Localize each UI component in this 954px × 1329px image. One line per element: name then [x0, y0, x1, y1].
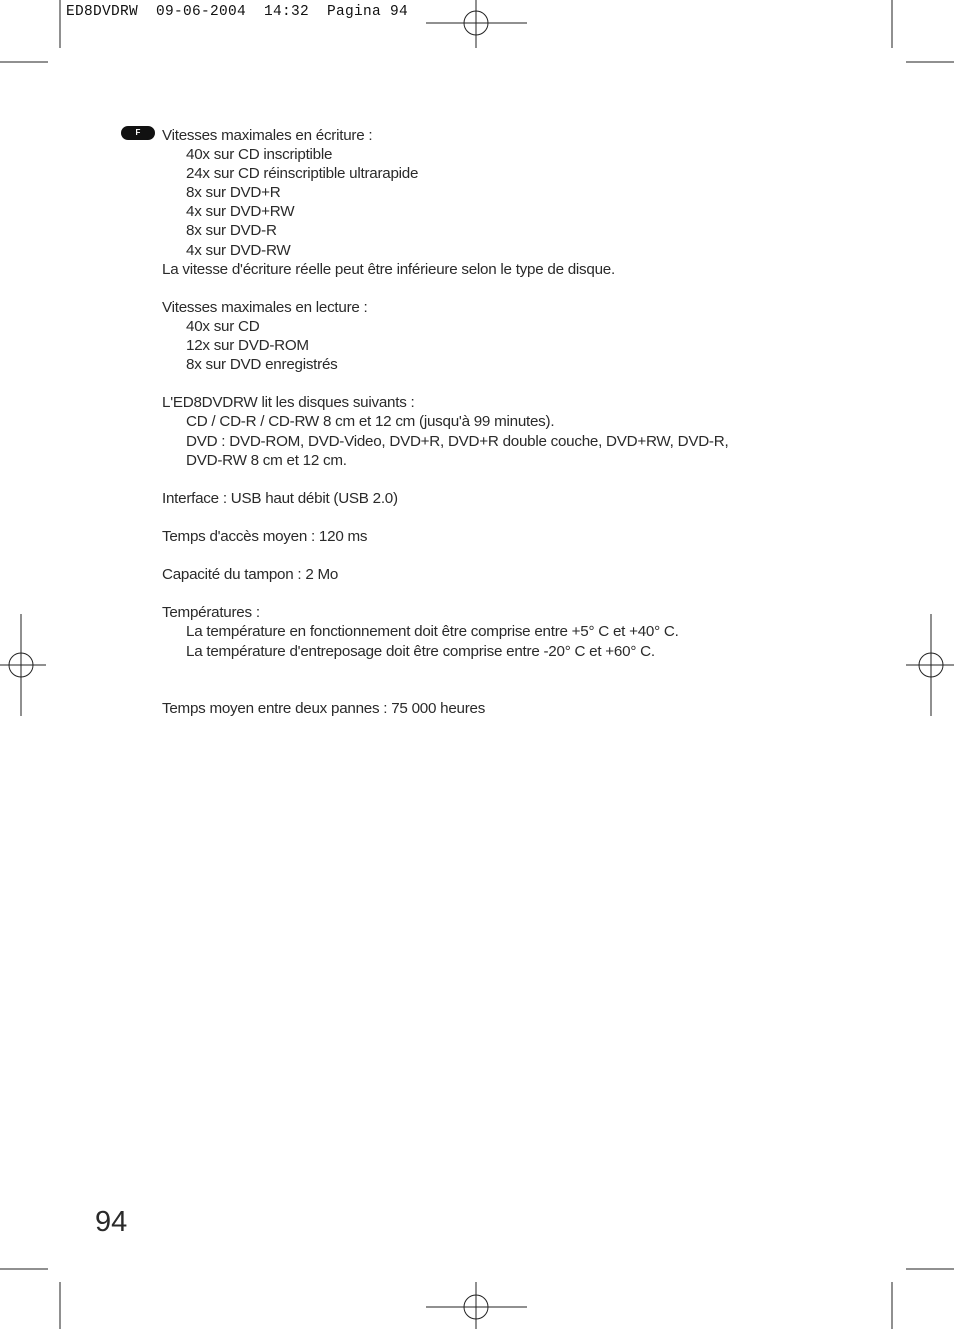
supported-discs-section: [162, 393, 822, 469]
access-time-line: Temps d'accès moyen : 120 ms: [162, 527, 368, 545]
list-item: 40x sur CD inscriptible: [186, 146, 333, 164]
temperatures-section: [162, 603, 822, 660]
write-speed-note: La vitesse d'écriture réelle peut être inférieure selon le type de disque.: [162, 260, 615, 278]
write-speeds-heading: Vitesses maximales en écriture :: [162, 127, 373, 144]
list-item: 24x sur CD réinscriptible ultrarapide: [186, 165, 419, 183]
mtbf-line: Temps moyen entre deux pannes : 75 000 heures: [162, 699, 486, 717]
list-item: 4x sur DVD-RW: [186, 241, 291, 259]
list-item: 40x sur CD: [186, 317, 260, 335]
print-slug-line: ED8DVDRW 09-06-2004 14:32 Pagina 94: [66, 4, 409, 20]
list-item: La température en fonctionnement doit être comprise entre +5° C et +40° C.: [186, 623, 679, 641]
supported-discs-heading: L'ED8DVDRW lit les disques suivants :: [162, 394, 415, 412]
list-item: La température d'entreposage doit être comprise entre -20° C et +60° C.: [186, 642, 655, 660]
write-speeds-section: [162, 126, 822, 279]
language-badge: F: [121, 126, 155, 140]
registration-mark-top: [426, 0, 527, 48]
registration-mark-left: [0, 614, 46, 716]
list-item: 8x sur DVD+R: [186, 184, 281, 202]
buffer-section: [162, 565, 822, 584]
access-time-section: [162, 527, 822, 546]
buffer-line: Capacité du tampon : 2 Mo: [162, 566, 339, 584]
interface-line: Interface : USB haut débit (USB 2.0): [162, 489, 398, 507]
list-item: 8x sur DVD enregistrés: [186, 356, 338, 374]
page-number: 94: [95, 1206, 128, 1238]
list-item: CD / CD-R / CD-RW 8 cm et 12 cm (jusqu'à 99 minutes).: [186, 413, 555, 431]
specifications-text: [162, 126, 822, 718]
list-item: 12x sur DVD-ROM: [186, 337, 309, 355]
list-item: DVD : DVD-ROM, DVD-Video, DVD+R, DVD+R double couche, DVD+RW, DVD-R,: [186, 432, 729, 450]
interface-section: [162, 489, 822, 508]
read-speeds-heading: Vitesses maximales en lecture :: [162, 298, 368, 316]
read-speeds-section: [162, 298, 822, 374]
registration-mark-bottom: [426, 1282, 527, 1329]
list-item: DVD-RW 8 cm et 12 cm.: [186, 451, 347, 469]
list-item: 8x sur DVD-R: [186, 222, 277, 240]
temperatures-heading: Températures :: [162, 604, 260, 622]
registration-mark-right: [906, 614, 954, 716]
mtbf-section: [162, 699, 822, 718]
list-item: 4x sur DVD+RW: [186, 203, 295, 221]
